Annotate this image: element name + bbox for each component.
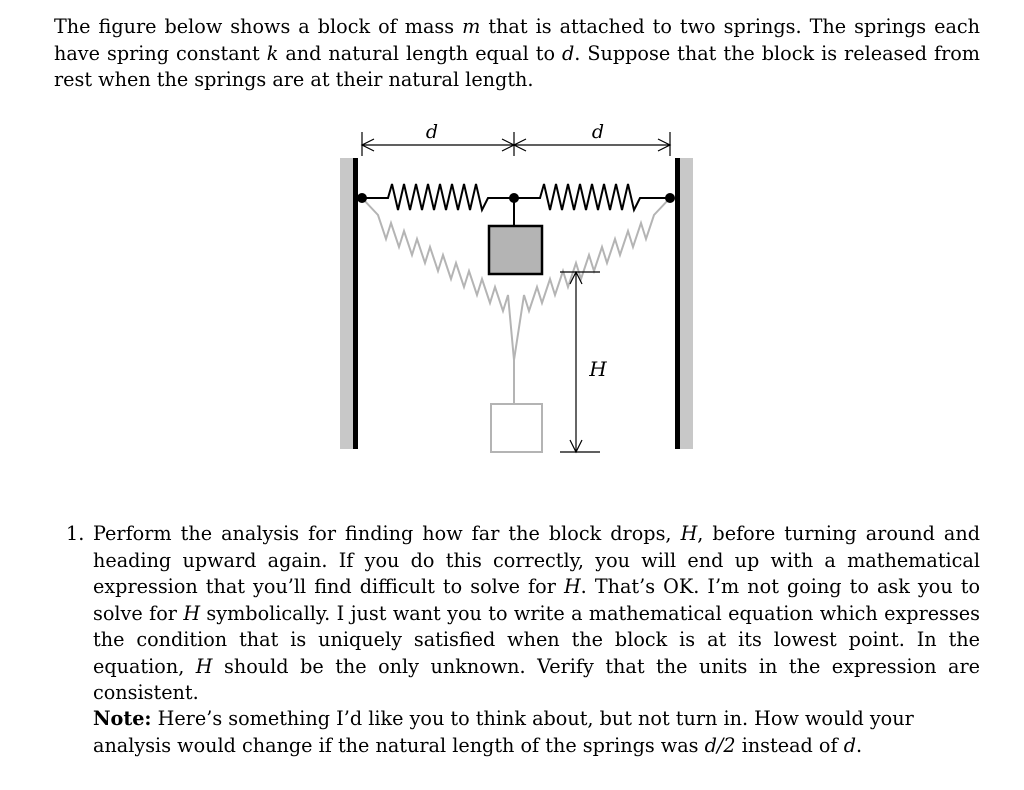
half-length-expression: d/2 xyxy=(704,733,736,757)
length-symbol-note: d xyxy=(843,733,856,757)
intro-text-1: The figure below shows a block of mass xyxy=(54,15,463,38)
question-number: 1. xyxy=(66,522,85,545)
question-text-1: Perform the analysis for finding how far the block drops, xyxy=(93,522,681,545)
question-text-4: symbolically. I just want you to write a mathematical equation which expresses the condition that is uniquely satisfied when the block is at its lowest point. In the equation, xyxy=(93,601,980,678)
left-spring xyxy=(362,184,514,210)
right-wall-shade xyxy=(680,158,693,449)
dimension-line xyxy=(362,132,670,156)
spring-block-figure xyxy=(336,110,696,458)
note-text-1: Here’s something I’d like you to think about, but not turn in. How would your analysis would change if the natural length of the springs was xyxy=(93,707,914,757)
note-label: Note: xyxy=(93,707,152,730)
question-text xyxy=(93,521,980,707)
spring-constant-symbol: k xyxy=(266,41,279,65)
note-text-3: . xyxy=(855,733,863,757)
intro-text-3: and natural length equal to xyxy=(278,41,562,65)
left-attachment-point xyxy=(357,193,367,203)
drop-label: H xyxy=(589,357,607,381)
right-wall xyxy=(675,158,680,449)
final-left-spring xyxy=(362,198,514,376)
left-wall xyxy=(353,158,358,449)
final-block xyxy=(491,404,542,452)
note-text-2: instead of xyxy=(735,733,844,757)
intro-paragraph xyxy=(54,14,980,94)
dimension-label-right: d xyxy=(591,121,605,143)
question-text-5: should be the only unknown. Verify that the units in the expression are consistent. xyxy=(93,654,981,704)
right-attachment-point xyxy=(665,193,675,203)
question-1 xyxy=(66,521,980,707)
right-spring xyxy=(514,184,670,210)
note-paragraph xyxy=(93,706,980,759)
intro-text-2: that is attached to two springs. The springs each have spring constant xyxy=(54,15,980,65)
question-text-2: , before turning around and heading upward again. If you do this correctly, you will end up with a mathematical expression that you’ll find difficult to solve for xyxy=(93,522,980,598)
drop-symbol-2: H xyxy=(563,575,581,598)
left-wall-shade xyxy=(340,158,353,449)
drop-symbol-1: H xyxy=(680,522,698,545)
drop-symbol-3: H xyxy=(183,601,201,625)
mass-symbol: m xyxy=(462,15,481,38)
intro-text-4: . Suppose that the block is released from rest when the springs are at their natural length. xyxy=(54,41,980,91)
final-right-spring xyxy=(514,198,670,360)
block xyxy=(489,226,542,274)
drop-symbol-4: H xyxy=(195,654,213,678)
length-symbol: d xyxy=(561,41,575,65)
dimension-label-left: d xyxy=(425,121,439,143)
question-text-3: . That’s OK. I’m not going to ask you to solve for xyxy=(93,575,980,625)
